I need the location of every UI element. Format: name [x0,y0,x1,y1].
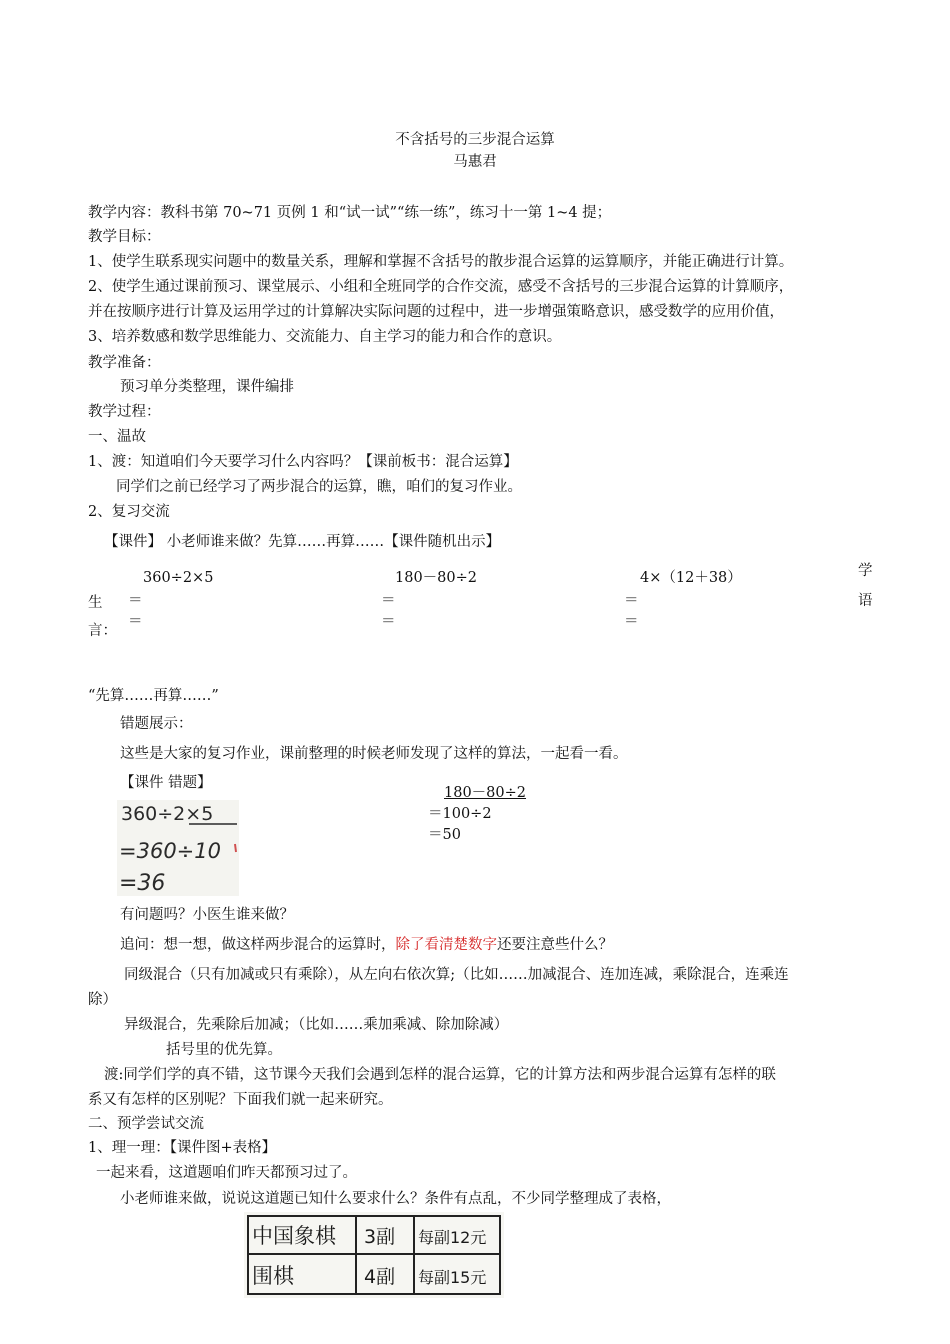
hw-line-3: =36 [119,871,166,896]
equals-1a: ＝ [128,593,143,609]
doctor-question: 有问题吗？小医生谁来做？ [120,907,294,923]
diff-level-rule: 异级混合，先乘除后加减；（比如……乘加乘减、除加除减） [124,1017,509,1033]
author-name: 马惠君 [453,154,497,170]
prep-heading: 教学准备： [88,355,161,371]
expression-2: 180－80÷2 [395,570,478,586]
content-line: 教学内容：教科书第 70~71 页例 1 和“试一试”“练一练”，练习十一第 1~4 提； [88,205,612,221]
follow-up-highlight: 除了看清楚数字 [395,937,497,953]
prep-text: 预习单分类整理，课件编排 [120,379,294,395]
goals-heading: 教学目标： [88,229,161,245]
section-1-heading: 一、温故 [88,429,146,445]
step-2-2: 一起来看，这道题咱们昨天都预习过了。 [96,1165,357,1181]
hw-table-r1-c3: 每副12元 [418,1228,487,1247]
equals-2b: ＝ [381,614,396,630]
same-level-rule-line-1: 同级混合（只有加减或只有乘除），从左向右依次算;（比如……加减混合、连加连减，乘除混合，连乘连 [124,967,789,983]
hw-table-r2-c2: 4副 [364,1266,396,1288]
page-title: 不含括号的三步混合运算 [395,132,555,148]
hw-table-r2-c3: 每副15元 [418,1268,487,1287]
step-1-1: 1、渡：知道咱们今天要学习什么内容吗？【课前板书：混合运算】 [88,454,518,470]
student-char-sheng: 生 [88,595,103,611]
follow-up-part-b: 还要注意些什么？ [497,937,613,953]
handwriting-image-wrong-calc [117,800,239,896]
step-2-1: 1、理一理：【课件图+表格】 [88,1140,277,1156]
equals-2a: ＝ [381,593,396,609]
calc-line-1: 180－80÷2 [444,785,527,801]
student-char-xue: 学 [858,563,873,579]
equals-1b: ＝ [128,614,143,630]
student-char-yan: 言： [88,623,117,639]
step-1-3: 2、复习交流 [88,504,170,520]
expression-3: 4×（12＋38） [640,570,742,586]
hw-line-2: =360÷10 [119,839,221,863]
goal-2-line-1: 2、使学生通过课前预习、课堂展示、小组和全班同学的合作交流，感受不含括号的三步混合运算的计算顺序， [88,279,794,295]
bracket-rule: 括号里的优先算。 [166,1042,282,1058]
student-char-yu: 语 [858,593,873,609]
goal-1: 1、使学生联系现实问题中的数量关系，理解和掌握不含括号的散步混合运算的运算顺序，并能正确进行计算。 [88,254,794,270]
handwriting-image-price-table [244,1212,504,1298]
equals-3a: ＝ [624,593,639,609]
step-2-3: 小老师谁来做，说说这道题已知什么要求什么？条件有点乱，不少同学整理成了表格， [120,1191,671,1207]
follow-up-part-a: 追问：想一想，做这样两步混合的运算时， [120,937,396,953]
step-1-2: 同学们之前已经学习了两步混合的运算，瞧，咱们的复习作业。 [116,479,522,495]
transition-line-1: 渡:同学们学的真不错，这节课今天我们会遇到怎样的混合运算，它的计算方法和两步混合运算有怎样的联 [104,1067,776,1083]
same-level-rule-line-2: 除） [88,992,117,1008]
hw-table-r2-c1: 围棋 [252,1264,294,1288]
transition-line-2: 系又有怎样的区别呢？下面我们就一起来研究。 [88,1092,393,1108]
process-heading: 教学过程： [88,404,161,420]
hw-line-1: 360÷2×5 [121,803,214,825]
step-1-4: 【课件】 小老师谁来做？先算……再算……【课件随机出示】 [104,534,501,550]
follow-up-question [120,935,613,955]
section-2-heading: 二、预学尝试交流 [88,1116,204,1132]
equals-3b: ＝ [624,614,639,630]
calc-line-2: ＝100÷2 [428,806,492,822]
goal-2-line-2: 并在按顺序进行计算及运用学过的计算解决实际问题的过程中，进一步增强策略意识，感受数学的应用价值， [88,304,784,320]
error-description: 这些是大家的复习作业，课前整理的时候老师发现了这样的算法，一起看一看。 [120,746,628,762]
error-show-heading: 错题展示： [120,716,193,732]
goal-3: 3、培养数感和数学思维能力、交流能力、自主学习的能力和合作的意识。 [88,329,562,345]
expression-1: 360÷2×5 [143,570,214,586]
calc-line-3: ＝50 [428,827,461,843]
hw-table-r1-c2: 3副 [364,1226,396,1248]
error-label: 【课件 错题】 [120,775,212,791]
first-then: “先算……再算……” [88,688,219,704]
hw-table-r1-c1: 中国象棋 [252,1224,336,1248]
